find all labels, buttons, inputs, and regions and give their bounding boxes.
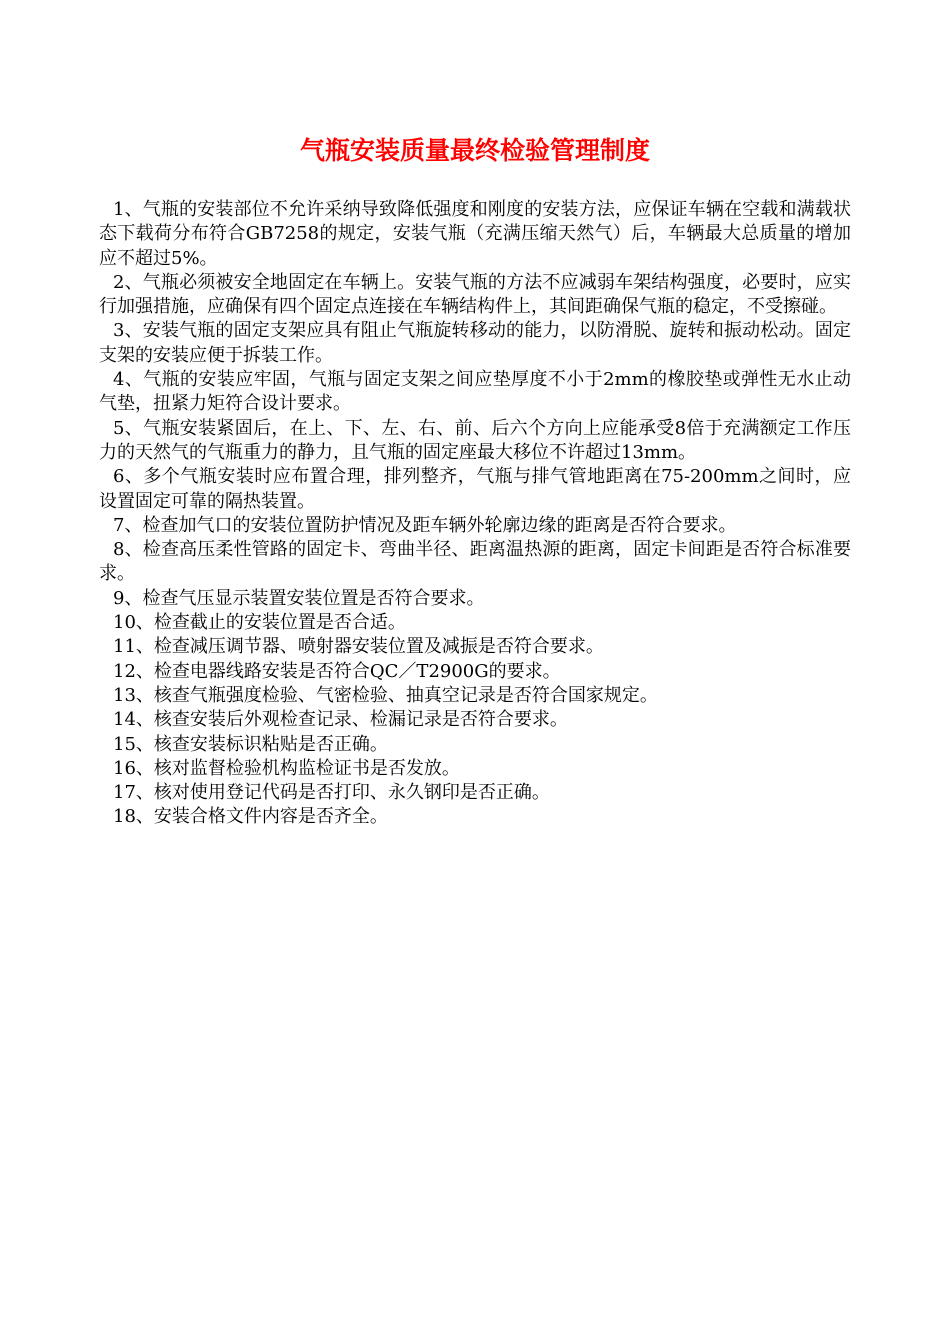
paragraph-14: 14、核查安装后外观检查记录、检漏记录是否符合要求。 <box>113 709 568 731</box>
paragraph-1: 1、气瓶的安装部位不允许采纳导致降低强度和刚度的安装方法，应保证车辆在空载和满载状态下载荷分布符合GB7258的规定，安装气瓶（充满压缩天然气）后，车辆最大总质量的增加应不超过5%。 <box>99 199 851 269</box>
paragraph-16: 16、核对监督检验机构监检证书是否发放。 <box>113 757 460 779</box>
paragraph-11: 11、检查减压调节器、喷射器安装位置及减振是否符合要求。 <box>113 636 604 658</box>
document-title: 气瓶安装质量最终检验管理制度 <box>299 136 650 165</box>
document-body <box>99 198 851 830</box>
paragraph-6: 6、多个气瓶安装时应布置合理，排列整齐，气瓶与排气管地距离在75-200mm之间时，应设置固定可靠的隔热装置。 <box>99 466 851 512</box>
paragraph-10: 10、检查截止的安装位置是否合适。 <box>113 612 406 634</box>
paragraph-12: 12、检查电器线路安装是否符合QC／T2900G的要求。 <box>113 660 561 682</box>
paragraph-18: 18、安装合格文件内容是否齐全。 <box>113 806 388 828</box>
paragraph-2: 2、气瓶必须被安全地固定在车辆上。安装气瓶的方法不应减弱车架结构强度，必要时，应实行加强措施，应确保有四个固定点连接在车辆结构件上，其间距确保气瓶的稳定，不受擦碰。 <box>99 271 851 318</box>
paragraph-15: 15、核查安装标识粘贴是否正确。 <box>113 733 388 755</box>
paragraph-13: 13、核查气瓶强度检验、气密检验、抽真空记录是否符合国家规定。 <box>113 684 658 706</box>
paragraph-5: 5、气瓶安装紧固后，在上、下、左、右、前、后六个方向上应能承受8倍于充满额定工作压力的天然气的气瓶重力的静力，且气瓶的固定座最大移位不许超过13mm。 <box>99 417 851 463</box>
paragraph-4: 4、气瓶的安装应牢固，气瓶与固定支架之间应垫厚度不小于2mm的橡胶垫或弹性无水止动气垫，扭紧力矩符合设计要求。 <box>99 369 851 415</box>
paragraph-9: 9、检查气压显示装置安装位置是否符合要求。 <box>113 587 485 609</box>
paragraph-17: 17、核对使用登记代码是否打印、永久钢印是否正确。 <box>113 782 550 804</box>
paragraph-3: 3、安装气瓶的固定支架应具有阻止气瓶旋转移动的能力，以防滑脱、旋转和振动松动。固定支架的安装应便于拆装工作。 <box>99 320 851 366</box>
paragraph-8: 8、检查高压柔性管路的固定卡、弯曲半径、距离温热源的距离，固定卡间距是否符合标准要求。 <box>99 539 851 585</box>
paragraph-7: 7、检查加气口的安装位置防护情况及距车辆外轮廓边缘的距离是否符合要求。 <box>113 514 737 536</box>
